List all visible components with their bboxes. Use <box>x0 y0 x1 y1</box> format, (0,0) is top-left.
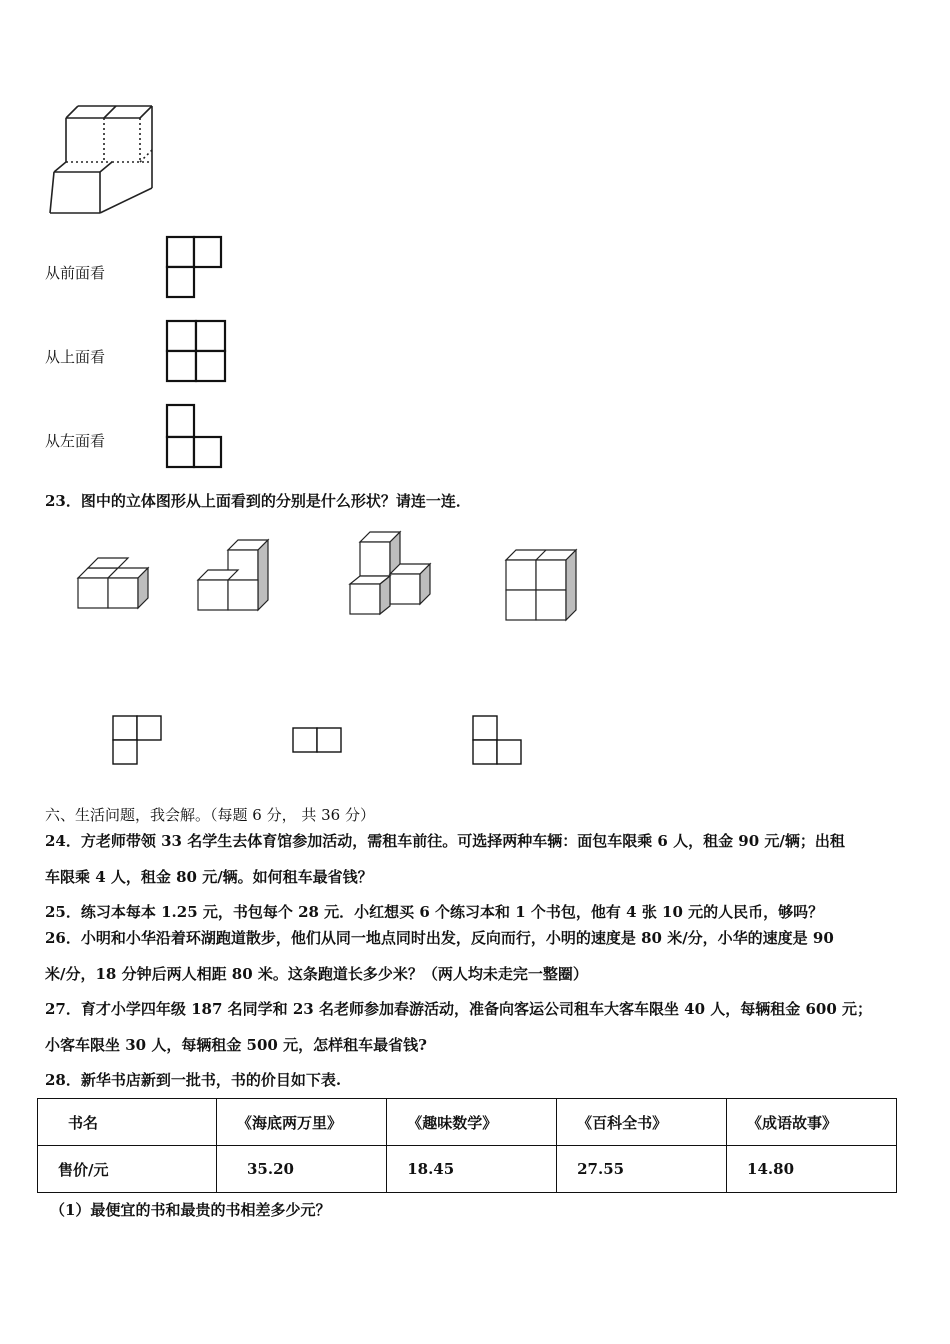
book-price-table <box>37 1098 897 1193</box>
question-25: 25．练习本每本 1.25 元，书包每个 28 元．小红想买 6 个练习本和 1 个书包，他有 4 张 10 元的人民币，够吗？ <box>45 903 824 921</box>
question-28-sub1: （1）最便宜的书和最贵的书相差多少元？ <box>50 1201 331 1219</box>
table-cell: 《海底两万里》 <box>216 1099 386 1146</box>
question-24-line1: 24．方老师带领 33 名学生去体育馆参加活动，需租车前往。可选择两种车辆：面包车限乘 6 人，租金 90 元/辆；出租 <box>45 832 845 850</box>
view-label-front: 从前面看 <box>45 264 106 282</box>
section-6-heading: 六、生活问题，我会解。（每题 6 分， 共 36 分） <box>45 806 375 824</box>
question-27-line1: 27．育才小学四年级 187 名同学和 23 名老师参加春游活动，准备向客运公司租车大客车限坐 40 人，每辆租金 600 元； <box>45 1000 873 1018</box>
table-cell: 18.45 <box>387 1146 557 1193</box>
question-27-line2: 小客车限坐 30 人，每辆租金 500 元，怎样租车最省钱? <box>45 1036 427 1054</box>
front-view-shape <box>166 236 226 300</box>
solid-shape-2 <box>198 540 278 616</box>
left-view-shape <box>166 404 226 470</box>
view-option-3[interactable] <box>472 715 524 767</box>
solid-shape-3 <box>350 532 440 618</box>
view-label-top: 从上面看 <box>45 348 106 366</box>
solid-shape-1 <box>76 556 156 616</box>
table-cell: 14.80 <box>727 1146 897 1193</box>
view-label-left: 从左面看 <box>45 432 106 450</box>
table-header-row <box>38 1099 897 1146</box>
view-option-1[interactable] <box>112 715 164 767</box>
table-cell: 《成语故事》 <box>727 1099 897 1146</box>
question-24-line2: 车限乘 4 人，租金 80 元/辆。如何租车最省钱？ <box>45 868 373 886</box>
table-cell: 35.20 <box>216 1146 386 1193</box>
question-26-line1: 26．小明和小华沿着环湖跑道散步，他们从同一地点同时出发，反向而行，小明的速度是 80 米/分，小华的速度是 90 <box>45 929 834 947</box>
question-28: 28．新华书店新到一批书，书的价目如下表. <box>45 1071 342 1089</box>
table-cell: 《百科全书》 <box>557 1099 727 1146</box>
table-cell: 27.55 <box>557 1146 727 1193</box>
table-cell: 书名 <box>38 1099 217 1146</box>
view-option-2[interactable] <box>292 727 344 755</box>
solid-figure-image <box>40 100 170 225</box>
table-cell: 《趣味数学》 <box>387 1099 557 1146</box>
question-26-line2: 米/分，18 分钟后两人相距 80 米。这条跑道长多少米？（两人均未走完一整圈） <box>45 965 588 983</box>
question-23: 23．图中的立体图形从上面看到的分别是什么形状？请连一连． <box>45 492 471 510</box>
solid-shape-4 <box>504 548 584 624</box>
top-view-shape <box>166 320 228 384</box>
table-cell: 售价/元 <box>38 1146 217 1193</box>
table-row <box>38 1146 897 1193</box>
